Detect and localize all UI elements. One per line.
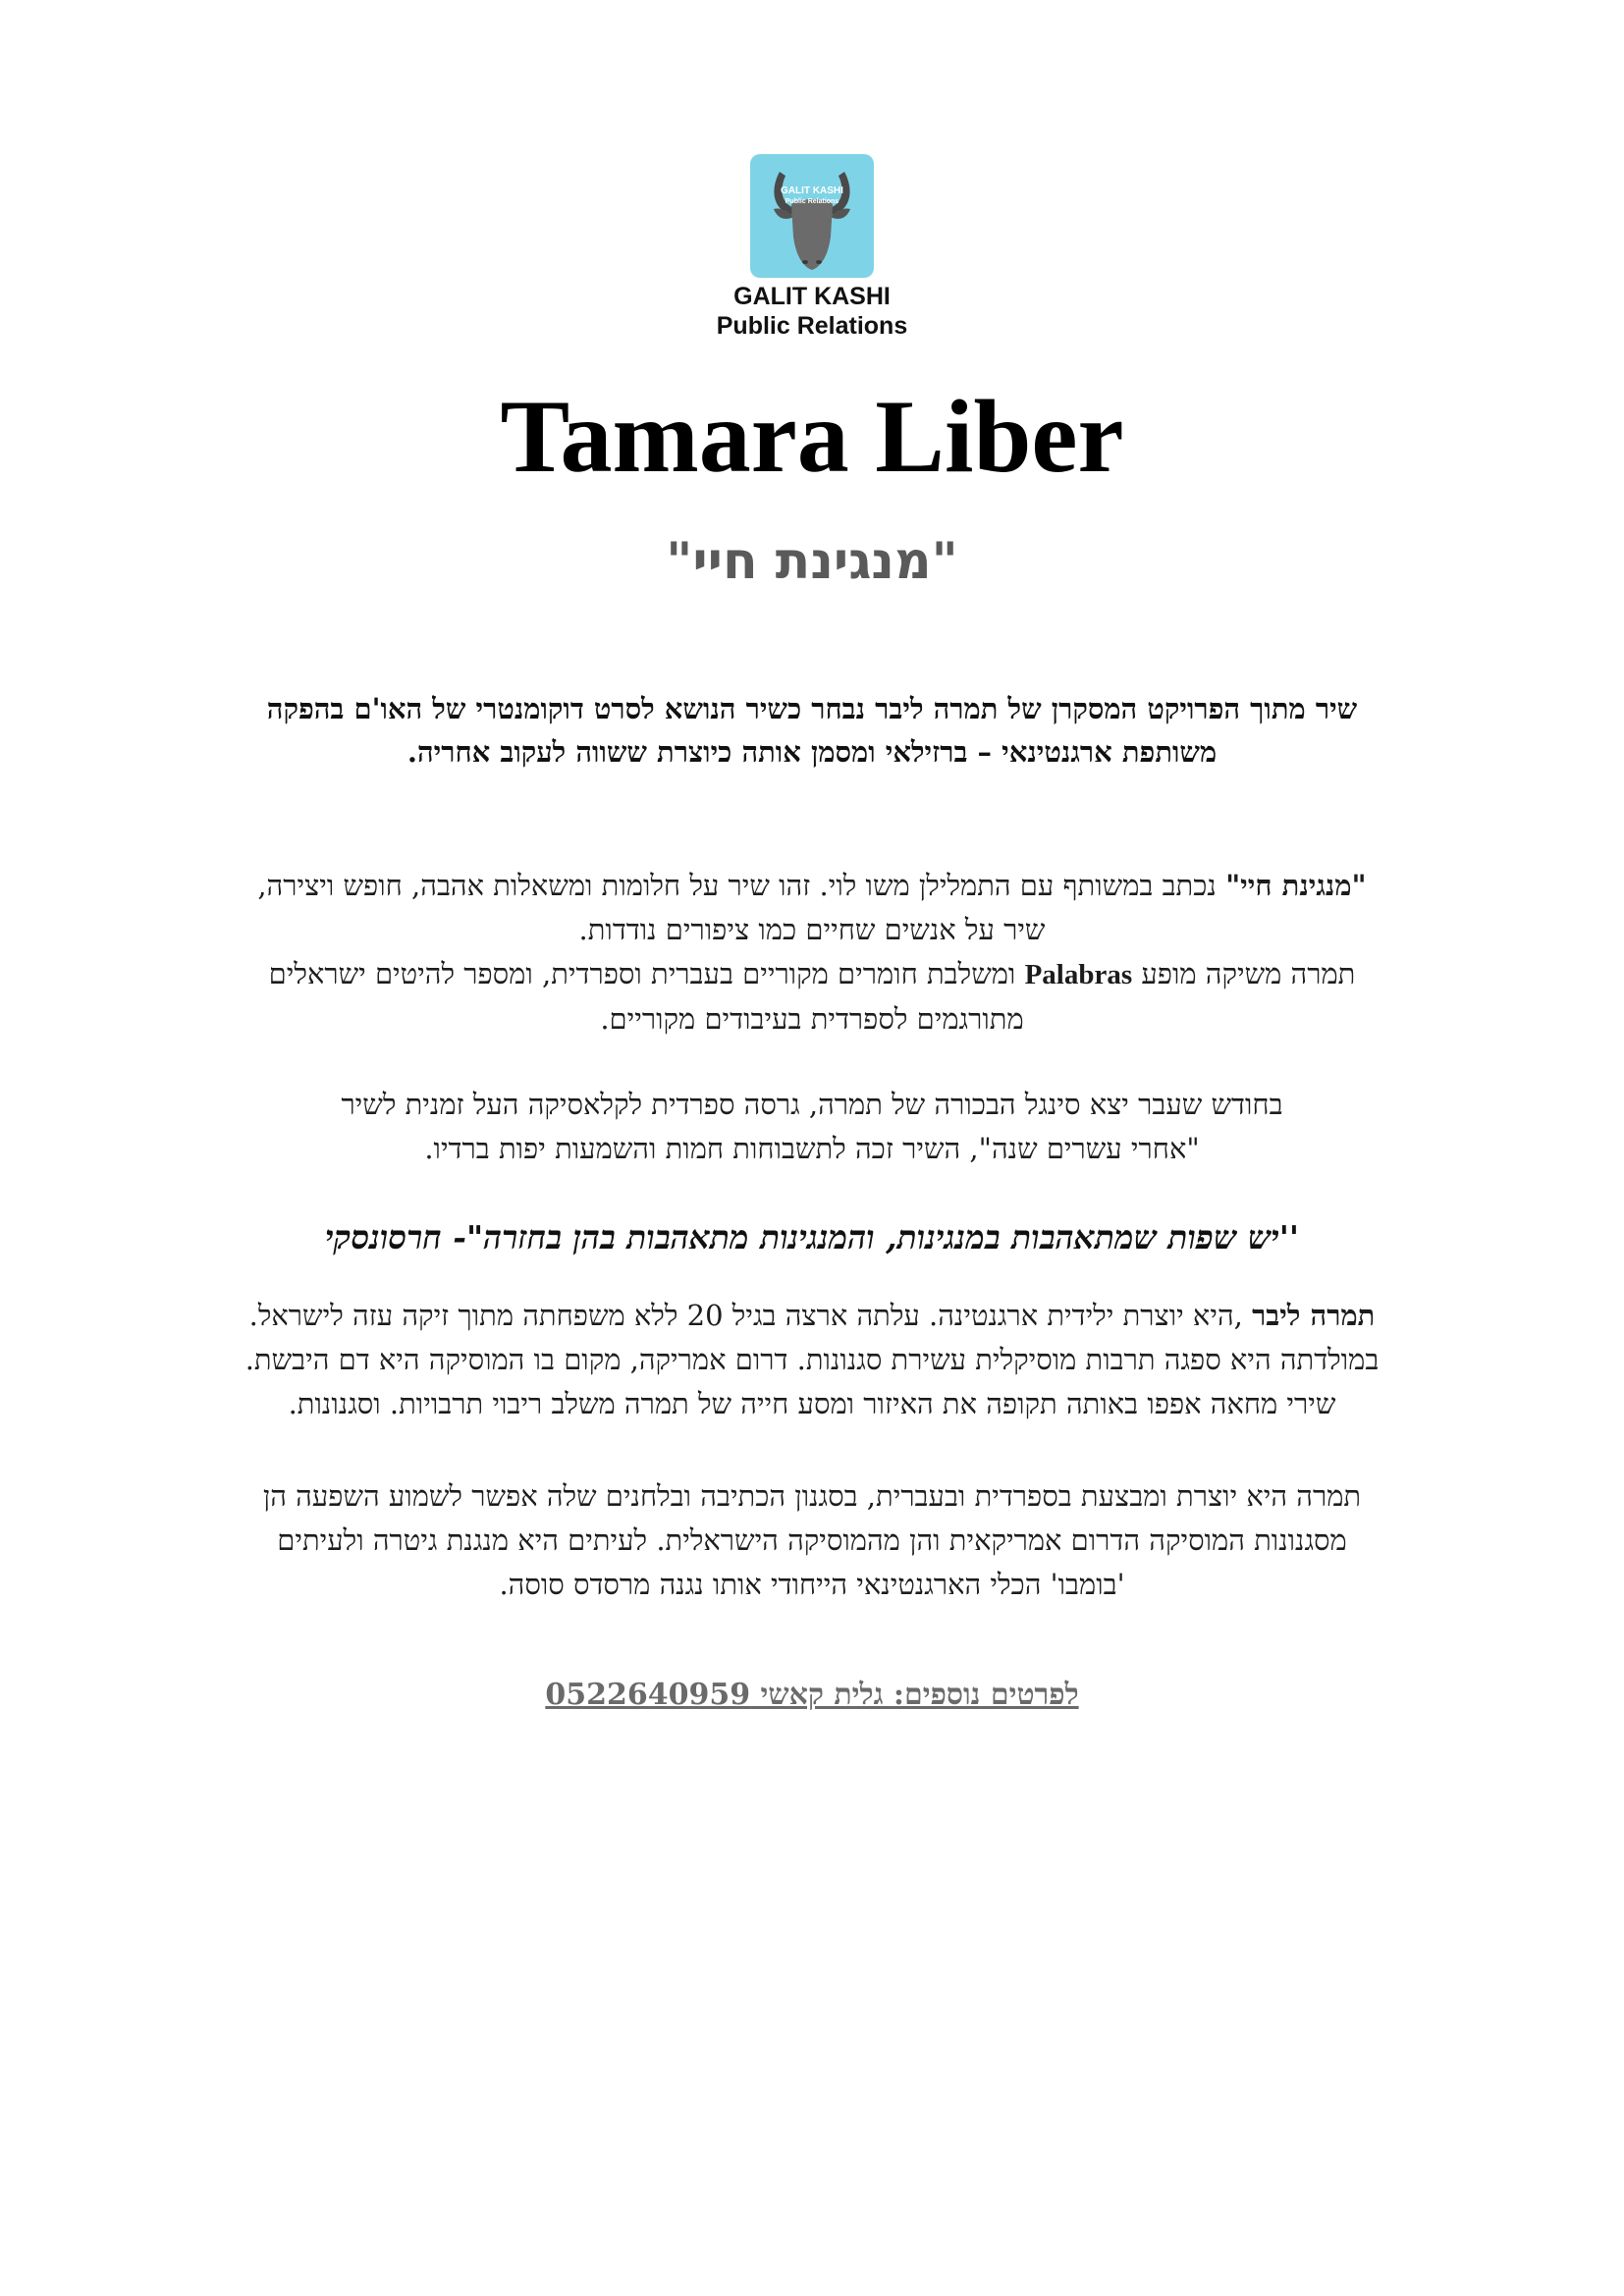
paragraph-bio [147, 1294, 1477, 1426]
p1-line-3-end: ומשלבת חומרים מקוריים בעברית וספרדית, ומספר להיטים ישראלים [268, 957, 1025, 990]
bull-head-icon [750, 154, 874, 278]
logo-badge [750, 154, 874, 278]
logo [0, 154, 1624, 283]
p2-line-2: "אחרי עשרים שנה", השיר זכה לתשבוחות חמות והשמעות יפות ברדיו. [424, 1132, 1200, 1165]
p4-line-3: 'בומבו' הכלי הארגנטינאי הייחודי אותו נגנה מרסדס סוסה. [499, 1568, 1125, 1601]
lead-paragraph [147, 687, 1477, 774]
p1-line-1 [147, 864, 1477, 908]
paragraph-style [147, 1474, 1477, 1607]
song-title: "מנגינת חיי" [666, 532, 958, 591]
p3-line-3: שירי מחאה אפפו באותה תקופה את האיזור ומסע חייה של תמרה משלב ריבוי תרבויות. וסגנונות. [288, 1387, 1336, 1420]
lead-line-2: משותפת ארגנטינאי – ברזילאי ומסמן אותה כיוצרת ששווה לעקוב אחריה. [406, 735, 1218, 769]
p1-line-2: שיר על אנשים שחיים כמו ציפורים נודדות. [578, 913, 1046, 946]
paragraph-single [147, 1083, 1477, 1171]
logo-company-name: GALIT KASHI [733, 283, 891, 310]
page-title: Tamara Liber [500, 379, 1124, 494]
contact-link[interactable]: לפרטים נוספים: גלית קאשי 0522640959 [545, 1678, 1079, 1712]
logo-company-subtitle: Public Relations [716, 312, 908, 340]
p1-line-4: מתורגמים לספרדית בעיבודים מקוריים. [600, 1002, 1024, 1036]
p4-line-1: תמרה היא יוצרת ומבצעת בספרדית ובעברית, בסגנון הכתיבה ובלחנים שלה אפשר לשמוע השפעה הן [262, 1479, 1362, 1513]
p3-line-1-text: ,היא יוצרת ילידית ארגנטינה. עלתה ארצה בגיל 20 ללא משפחתה מתוך זיקה עזה לישראל. [248, 1299, 1253, 1332]
p3-artist-name: תמרה ליבר [1252, 1299, 1376, 1332]
paragraph-song [147, 864, 1477, 1041]
logo-badge-line2: Public Relations [785, 198, 839, 205]
p2-line-1: בחודש שעבר יצא סינגל הבכורה של תמרה, גרסה ספרדית לקלאסיקה העל זמנית לשיר [341, 1088, 1283, 1121]
logo-badge-text [750, 186, 874, 207]
p1-line-3 [147, 952, 1477, 997]
p1-show-name: Palabras [1024, 959, 1133, 990]
lead-line-1: שיר מתוך הפרויקט המסקרן של תמרה ליבר נבחר כשיר הנושא לסרט דוקומנטרי של האו'ם בהפקה [266, 692, 1358, 725]
p4-line-2: מסגנונות המוסיקה הדרום אמריקאית והן מהמוסיקה הישראלית. לעיתים היא מנגנת גיטרה ולעיתים [277, 1523, 1347, 1557]
p1-line-3-start: תמרה משיקה מופע [1132, 957, 1356, 990]
p3-line-1 [147, 1294, 1477, 1338]
p1-song-name: "מנגינת חיי" [1225, 869, 1367, 902]
quote: ''יש שפות שמתאהבות במנגינות, והמנגינות מתאהבות בהן בחזרה"- חרסונסקי [325, 1218, 1299, 1256]
logo-badge-line1: GALIT KASHI [781, 186, 843, 196]
p3-line-2: במולדתה היא ספגה תרבות מוסיקלית עשירת סגנונות. דרום אמריקה, מקום בו המוסיקה היא דם היבשת. [244, 1343, 1380, 1376]
p1-line-1-text: נכתב במשותף עם התמלילן משו לוי. זהו שיר על חלומות ומשאלות אהבה, חופש ויצירה, [257, 869, 1226, 902]
